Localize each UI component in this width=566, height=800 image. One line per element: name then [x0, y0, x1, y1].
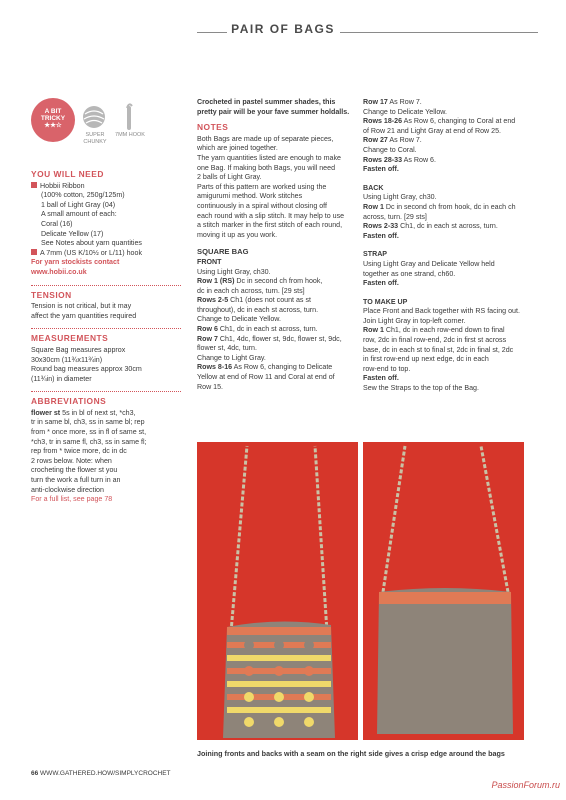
pattern-text: in first row-end up next edge, dc in each	[363, 355, 489, 364]
notes-text: which are joined together.	[197, 144, 278, 153]
abbreviation-text: crocheting the flower st you	[31, 466, 118, 475]
pattern-text: flower st, 4dc, turn.	[197, 344, 257, 353]
notes-text: The yarn quantities listed are enough to make	[197, 153, 341, 162]
row-label: Row 1 (RS)	[197, 277, 235, 286]
make-up-subheading: TO MAKE UP	[363, 297, 408, 306]
square-bag-heading: SQUARE BAG	[197, 247, 249, 257]
photo-caption: Joining fronts and backs with a seam on the right side gives a crisp edge around the bags	[197, 749, 505, 758]
measurements-text: Round bag measures approx 30cm	[31, 365, 142, 374]
measurements-text: (11¾in) in diameter	[31, 374, 92, 383]
notes-text: 2 balls of Light Gray.	[197, 173, 262, 182]
abbreviation-page-ref: For a full list, see page 78	[31, 495, 113, 504]
bag-back-illustration	[363, 442, 524, 740]
row-label: Row 27	[363, 136, 388, 145]
fasten-off-text: Fasten off.	[363, 231, 399, 240]
back-subheading: BACK	[363, 183, 384, 192]
abbreviation-text: from * once more, ss in fl of same st,	[31, 428, 147, 437]
tension-heading: TENSION	[31, 289, 72, 300]
page-title: PAIR OF BAGS	[231, 22, 335, 36]
pattern-text: Place Front and Back together with RS facing out.	[363, 307, 520, 316]
measurements-text: Square Bag measures approx	[31, 345, 126, 354]
stockist-note: For yarn stockists contact	[31, 258, 120, 267]
notes-text: each round with a slip stitch. It may help to use	[197, 211, 345, 220]
abbreviation-text: 2 rows below. Note: when	[31, 456, 112, 465]
abbreviations-heading: ABBREVIATIONS	[31, 396, 107, 407]
pattern-text: Yellow at end of Row 11 and Coral at end of	[197, 373, 335, 382]
difficulty-line2: TRICKY	[40, 115, 66, 122]
row-label: Rows 8-16	[197, 363, 233, 372]
abbreviation-term: flower st	[31, 408, 61, 417]
pattern-text: As Row 7.	[387, 136, 422, 145]
divider	[31, 391, 181, 392]
pattern-text: row-end to top.	[363, 364, 411, 373]
pattern-text: Using Light Gray, ch30.	[197, 267, 271, 276]
pattern-column-3	[363, 98, 539, 394]
pattern-text: As Row 6, changing to Coral at end	[402, 117, 516, 126]
row-label: Rows 28-33	[363, 155, 403, 164]
abbreviation-text: turn the work a full turn in an	[31, 476, 121, 485]
pattern-text: Using Light Gray, ch30.	[363, 193, 437, 202]
difficulty-circle	[31, 98, 75, 142]
page-number: 66	[31, 770, 39, 777]
material-detail: 1 ball of Light Gray (04)	[41, 200, 116, 209]
hook-size-label: 7MM HOOK	[115, 132, 145, 138]
row-label: Row 6	[197, 325, 218, 334]
abbreviation-text: *ch3, tr in same fl, ch3, ss in same fl;	[31, 437, 147, 446]
title-rule-right	[340, 32, 538, 33]
row-label: Row 7	[197, 334, 218, 343]
notes-text: Both Bags are made up of separate pieces,	[197, 134, 334, 143]
difficulty-badge	[31, 98, 151, 154]
row-label: Row 1	[363, 202, 384, 211]
row-label: Row 1	[363, 326, 384, 335]
pattern-text: As Row 7.	[387, 98, 422, 106]
row-label: Rows 2-5	[197, 296, 229, 305]
material-detail: Coral (16)	[41, 219, 73, 228]
row-label: Rows 18-26	[363, 117, 403, 126]
pattern-text: Using Light Gray and Delicate Yellow held	[363, 259, 495, 268]
stars-icon: ★★☆	[44, 122, 62, 129]
you-will-need-heading: YOU WILL NEED	[31, 169, 104, 179]
pattern-text: Row 15.	[197, 382, 224, 391]
pattern-text: together as one strand, ch60.	[363, 269, 456, 278]
notes-heading: NOTES	[197, 122, 229, 133]
stockist-url: www.hobii.co.uk	[31, 267, 87, 276]
pattern-text: Ch1, dc in each st across, turn.	[217, 325, 318, 334]
pattern-text: row, 2dc in final row-end, 2dc in first st across	[363, 336, 507, 345]
title-rule-left	[197, 32, 227, 33]
pattern-text: Ch1, dc in each st across, turn.	[398, 222, 498, 231]
pattern-text: Ch1, dc in each row-end down to final	[383, 326, 505, 335]
row-label: Row 17	[363, 98, 388, 106]
fasten-off-text: Fasten off.	[363, 165, 399, 174]
page-footer	[31, 770, 171, 777]
bullet-icon	[31, 249, 37, 255]
divider	[31, 285, 181, 286]
bag-front-illustration	[197, 442, 358, 740]
abbreviation-text: anti-clockwise direction	[31, 485, 104, 494]
material-detail: See Notes about yarn quantities	[41, 239, 142, 248]
abbreviation-text: rep from * twice more, dc in dc	[31, 447, 127, 456]
yarn-ball-icon	[81, 104, 107, 130]
difficulty-line1: A BIT	[44, 108, 62, 115]
abbreviation-text: 5s in bl of next st, *ch3,	[60, 408, 136, 417]
notes-text: one Bag. If making both Bags, you will need	[197, 163, 336, 172]
fasten-off-text: Fasten off.	[363, 374, 399, 383]
material-item: A 7mm (US K/10½ or L/11) hook	[40, 248, 142, 257]
pattern-text: of Row 21 and Light Gray at end of Row 25.	[363, 126, 502, 135]
bullet-icon	[31, 182, 37, 188]
watermark: PassionForum.ru	[491, 780, 560, 790]
pattern-text: As Row 6.	[402, 155, 436, 164]
pattern-text: throughout), dc in each st across, turn.	[197, 305, 319, 314]
pattern-text: Change to Coral.	[363, 145, 417, 154]
pattern-text: Sew the Straps to the top of the Bag.	[363, 384, 479, 393]
pattern-text: Change to Delicate Yellow.	[363, 107, 448, 116]
tension-text: affect the yarn quantities required	[31, 311, 137, 320]
pattern-text: As Row 6, changing to Delicate	[232, 363, 333, 372]
pattern-text: Dc in second ch from hook, dc in each ch	[383, 202, 516, 211]
tension-text: Tension is not critical, but it may	[31, 302, 132, 311]
pattern-text: Dc in second ch from hook,	[234, 277, 323, 286]
strap-subheading: STRAP	[363, 250, 388, 259]
pattern-text: dc in each ch across, turn. [29 sts]	[197, 286, 305, 295]
materials-column	[31, 170, 181, 505]
divider	[31, 328, 181, 329]
pattern-text: across, turn. [29 sts]	[363, 212, 427, 221]
intro-text: pretty pair will be your fave summer holdalls.	[197, 107, 350, 116]
notes-text: Parts of this pattern are worked using the	[197, 182, 327, 191]
bag-front-photo	[197, 442, 358, 740]
intro-text: Crocheted in pastel summer shades, this	[197, 98, 336, 106]
pattern-column-2	[197, 98, 357, 392]
fasten-off-text: Fasten off.	[363, 279, 399, 288]
pattern-text: Ch1 (does not count as st	[228, 296, 311, 305]
pattern-text: Change to Delicate Yellow.	[197, 315, 282, 324]
material-item: Hobbii Ribbon	[40, 181, 85, 190]
measurements-heading: MEASUREMENTS	[31, 333, 109, 344]
row-label: Rows 2-33	[363, 222, 399, 231]
pattern-text: Join Light Gray in top-left corner.	[363, 316, 466, 325]
bag-back-photo	[363, 442, 524, 740]
pattern-text: Ch1, 4dc, flower st, 9dc, flower st, 9dc,	[217, 334, 342, 343]
material-detail: Delicate Yellow (17)	[41, 229, 104, 238]
notes-text: a stitch marker in the first stitch of each round,	[197, 221, 343, 230]
pattern-text: Change to Light Gray.	[197, 353, 266, 362]
notes-text: continuously in a spiral without closing off	[197, 201, 327, 210]
measurements-text: 30x30cm (11¾x11¾in)	[31, 355, 103, 364]
material-detail: A small amount of each:	[41, 210, 117, 219]
notes-text: moving it up as you work.	[197, 230, 278, 239]
footer-url: WWW.GATHERED.HOW/SIMPLYCROCHET	[40, 770, 171, 777]
hook-icon	[123, 102, 135, 130]
material-detail: (100% cotton, 250g/125m)	[41, 191, 125, 200]
notes-text: amigurumi method. Work stitches	[197, 192, 303, 201]
abbreviation-text: tr in same bl, ch3, ss in same bl; rep	[31, 418, 145, 427]
front-subheading: FRONT	[197, 257, 222, 266]
pattern-text: base, dc in each st to final st, 2dc in final st, 2dc	[363, 345, 514, 354]
page-header	[0, 18, 566, 48]
yarn-weight-label: SUPER CHUNKY	[83, 132, 107, 145]
